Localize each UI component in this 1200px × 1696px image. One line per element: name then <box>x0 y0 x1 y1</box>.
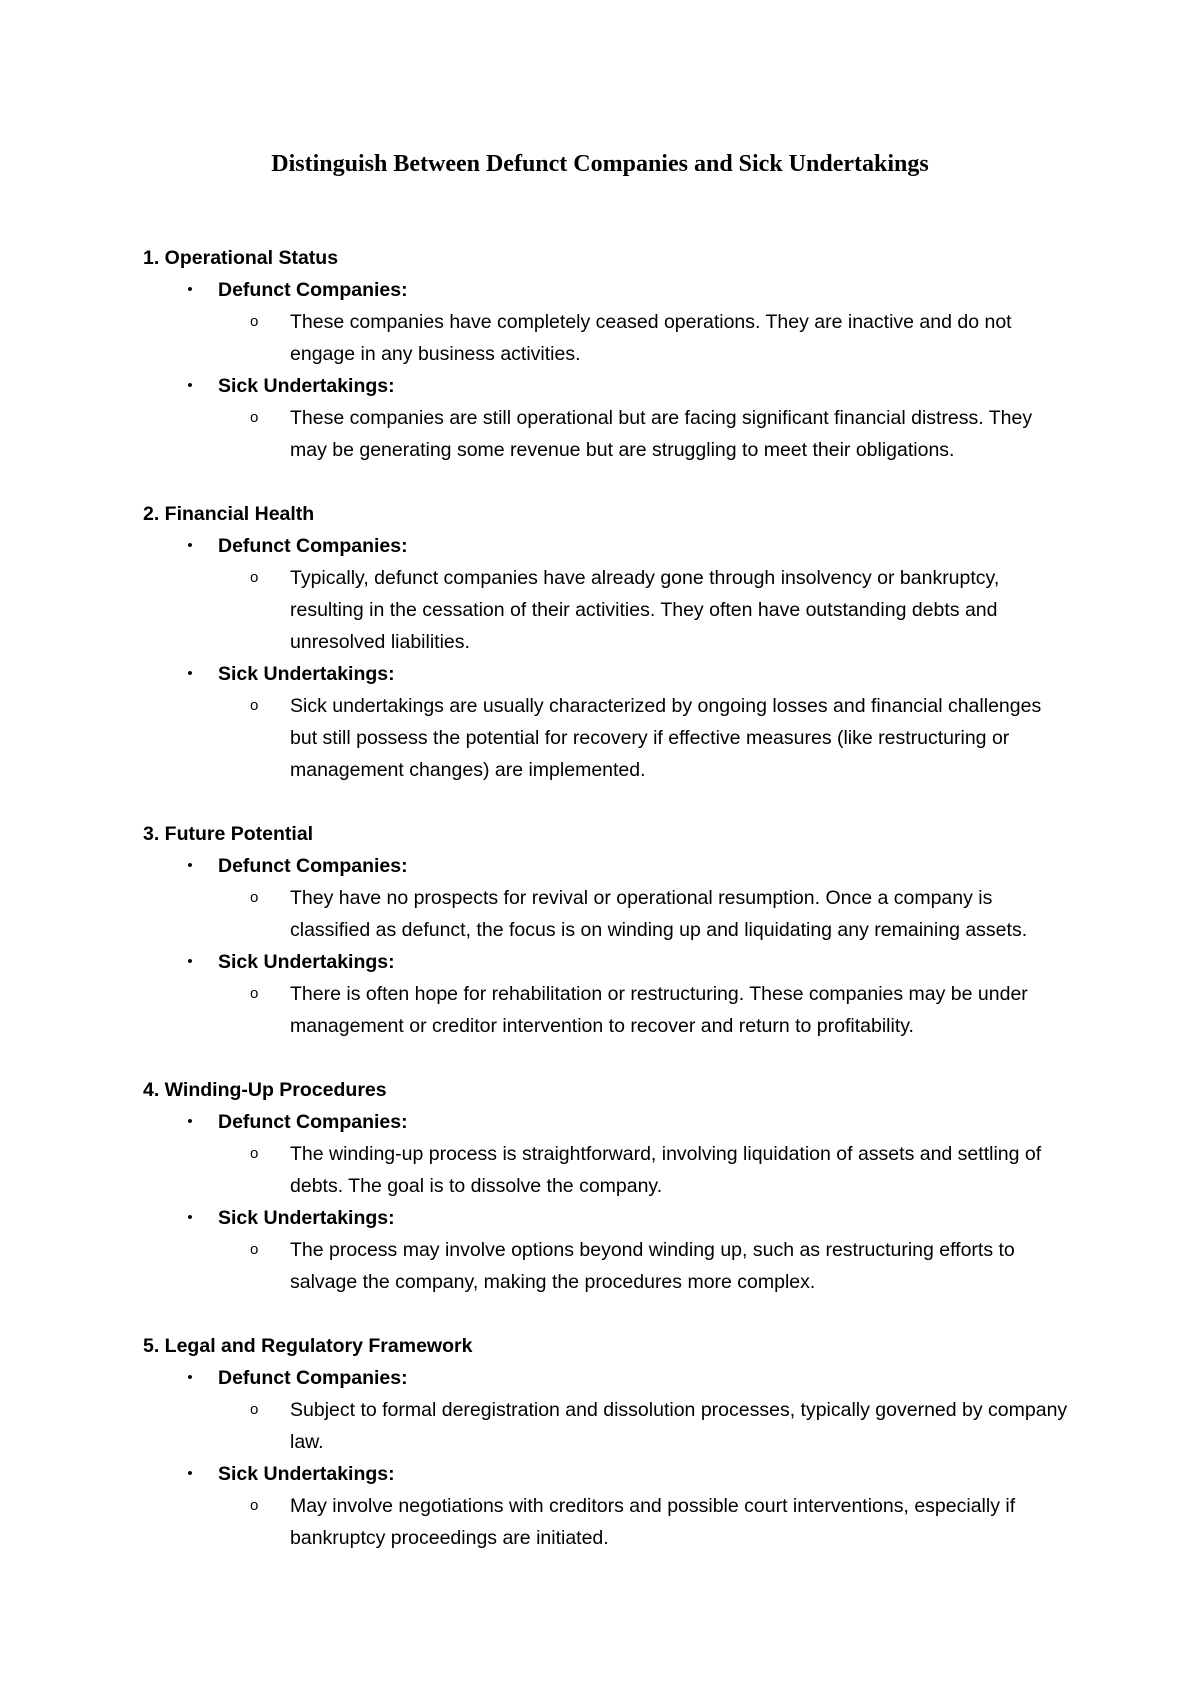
sub-bullet-list <box>218 1234 1073 1298</box>
sub-bullet-icon: o <box>250 1145 259 1162</box>
sub-bullet-icon: o <box>250 409 259 426</box>
sub-bullet-item <box>218 1234 1073 1298</box>
section <box>143 818 1073 1042</box>
bullet-icon: • <box>187 1209 193 1226</box>
bullet-list <box>143 1362 1073 1554</box>
bullet-icon: • <box>187 537 193 554</box>
section <box>143 1074 1073 1298</box>
sub-bullet-list <box>218 562 1073 658</box>
section-heading: 2. Financial Health <box>143 503 315 525</box>
bullet-label: Defunct Companies: <box>218 1367 408 1389</box>
bullet-item <box>143 1362 1073 1458</box>
bullet-item <box>143 850 1073 946</box>
sub-bullet-text: May involve negotiations with creditors and possible court interventions, especially if bankruptcy proceedings are initiated. <box>290 1495 1016 1549</box>
sub-bullet-list <box>218 1394 1073 1458</box>
sub-bullet-icon: o <box>250 1241 259 1258</box>
bullet-item <box>143 1458 1073 1554</box>
sub-bullet-icon: o <box>250 697 259 714</box>
sub-bullet-text: These companies are still operational but are facing significant financial distress. They may be generating some revenue but are struggling to meet their obligations. <box>290 407 1033 461</box>
bullet-item <box>143 274 1073 370</box>
sub-bullet-icon: o <box>250 569 259 586</box>
bullet-icon: • <box>187 1369 193 1386</box>
sub-bullet-item <box>218 978 1073 1042</box>
sub-bullet-icon: o <box>250 985 259 1002</box>
sub-bullet-icon: o <box>250 313 259 330</box>
bullet-list <box>143 274 1073 466</box>
bullet-icon: • <box>187 857 193 874</box>
sub-bullet-icon: o <box>250 1401 259 1418</box>
sub-bullet-item <box>218 1490 1073 1554</box>
bullet-item <box>143 658 1073 786</box>
bullet-icon: • <box>187 377 193 394</box>
bullet-icon: • <box>187 281 193 298</box>
sub-bullet-list <box>218 690 1073 786</box>
section-heading: 4. Winding-Up Procedures <box>143 1079 387 1101</box>
bullet-label: Defunct Companies: <box>218 855 408 877</box>
bullet-icon: • <box>187 665 193 682</box>
page-title: Distinguish Between Defunct Companies and Sick Undertakings <box>271 151 929 177</box>
bullet-item <box>143 370 1073 466</box>
section-heading: 3. Future Potential <box>143 823 314 845</box>
sub-bullet-text: Typically, defunct companies have already gone through insolvency or bankruptcy, resulting in the cessation of their activities. They often have outstanding debts and unresolved liabilities. <box>290 567 1000 653</box>
bullet-item <box>143 1106 1073 1202</box>
sub-bullet-text: They have no prospects for revival or operational resumption. Once a company is classified as defunct, the focus is on winding up and liquidating any remaining assets. <box>290 887 1028 941</box>
section-heading: 1. Operational Status <box>143 247 339 269</box>
sub-bullet-item <box>218 306 1073 370</box>
sub-bullet-item <box>218 562 1073 658</box>
sub-bullet-text: Subject to formal deregistration and dissolution processes, typically governed by company law. <box>290 1399 1068 1453</box>
sub-bullet-item <box>218 882 1073 946</box>
sub-bullet-text: Sick undertakings are usually characterized by ongoing losses and financial challenges but still possess the potential for recovery if effective measures (like restructuring or management changes) are implemented. <box>290 695 1042 781</box>
bullet-icon: • <box>187 1113 193 1130</box>
sub-bullet-text: The winding-up process is straightforward, involving liquidation of assets and settling of debts. The goal is to dissolve the company. <box>290 1143 1042 1197</box>
document-body <box>143 242 1073 1586</box>
sub-bullet-list <box>218 978 1073 1042</box>
bullet-icon: • <box>187 1465 193 1482</box>
sub-bullet-list <box>218 1490 1073 1554</box>
sub-bullet-list <box>218 882 1073 946</box>
section-heading: 5. Legal and Regulatory Framework <box>143 1335 473 1357</box>
sub-bullet-item <box>218 690 1073 786</box>
bullet-label: Sick Undertakings: <box>218 663 395 685</box>
sub-bullet-item <box>218 402 1073 466</box>
bullet-item <box>143 530 1073 658</box>
sub-bullet-icon: o <box>250 1497 259 1514</box>
bullet-list <box>143 850 1073 1042</box>
sub-bullet-item <box>218 1138 1073 1202</box>
bullet-list <box>143 1106 1073 1298</box>
sub-bullet-list <box>218 306 1073 370</box>
bullet-icon: • <box>187 953 193 970</box>
bullet-list <box>143 530 1073 786</box>
sub-bullet-text: There is often hope for rehabilitation or restructuring. These companies may be under management or creditor intervention to recover and return to profitability. <box>290 983 1028 1037</box>
section <box>143 242 1073 466</box>
sub-bullet-text: These companies have completely ceased operations. They are inactive and do not engage in any business activities. <box>290 311 1012 365</box>
bullet-label: Defunct Companies: <box>218 1111 408 1133</box>
sub-bullet-list <box>218 1138 1073 1202</box>
bullet-label: Sick Undertakings: <box>218 1207 395 1229</box>
bullet-label: Defunct Companies: <box>218 535 408 557</box>
sub-bullet-icon: o <box>250 889 259 906</box>
sub-bullet-text: The process may involve options beyond winding up, such as restructuring efforts to salvage the company, making the procedures more complex. <box>290 1239 1015 1293</box>
sub-bullet-item <box>218 1394 1073 1458</box>
bullet-item <box>143 946 1073 1042</box>
bullet-item <box>143 1202 1073 1298</box>
bullet-label: Sick Undertakings: <box>218 951 395 973</box>
section <box>143 498 1073 786</box>
bullet-label: Defunct Companies: <box>218 279 408 301</box>
sub-bullet-list <box>218 402 1073 466</box>
section <box>143 1330 1073 1554</box>
bullet-label: Sick Undertakings: <box>218 375 395 397</box>
bullet-label: Sick Undertakings: <box>218 1463 395 1485</box>
